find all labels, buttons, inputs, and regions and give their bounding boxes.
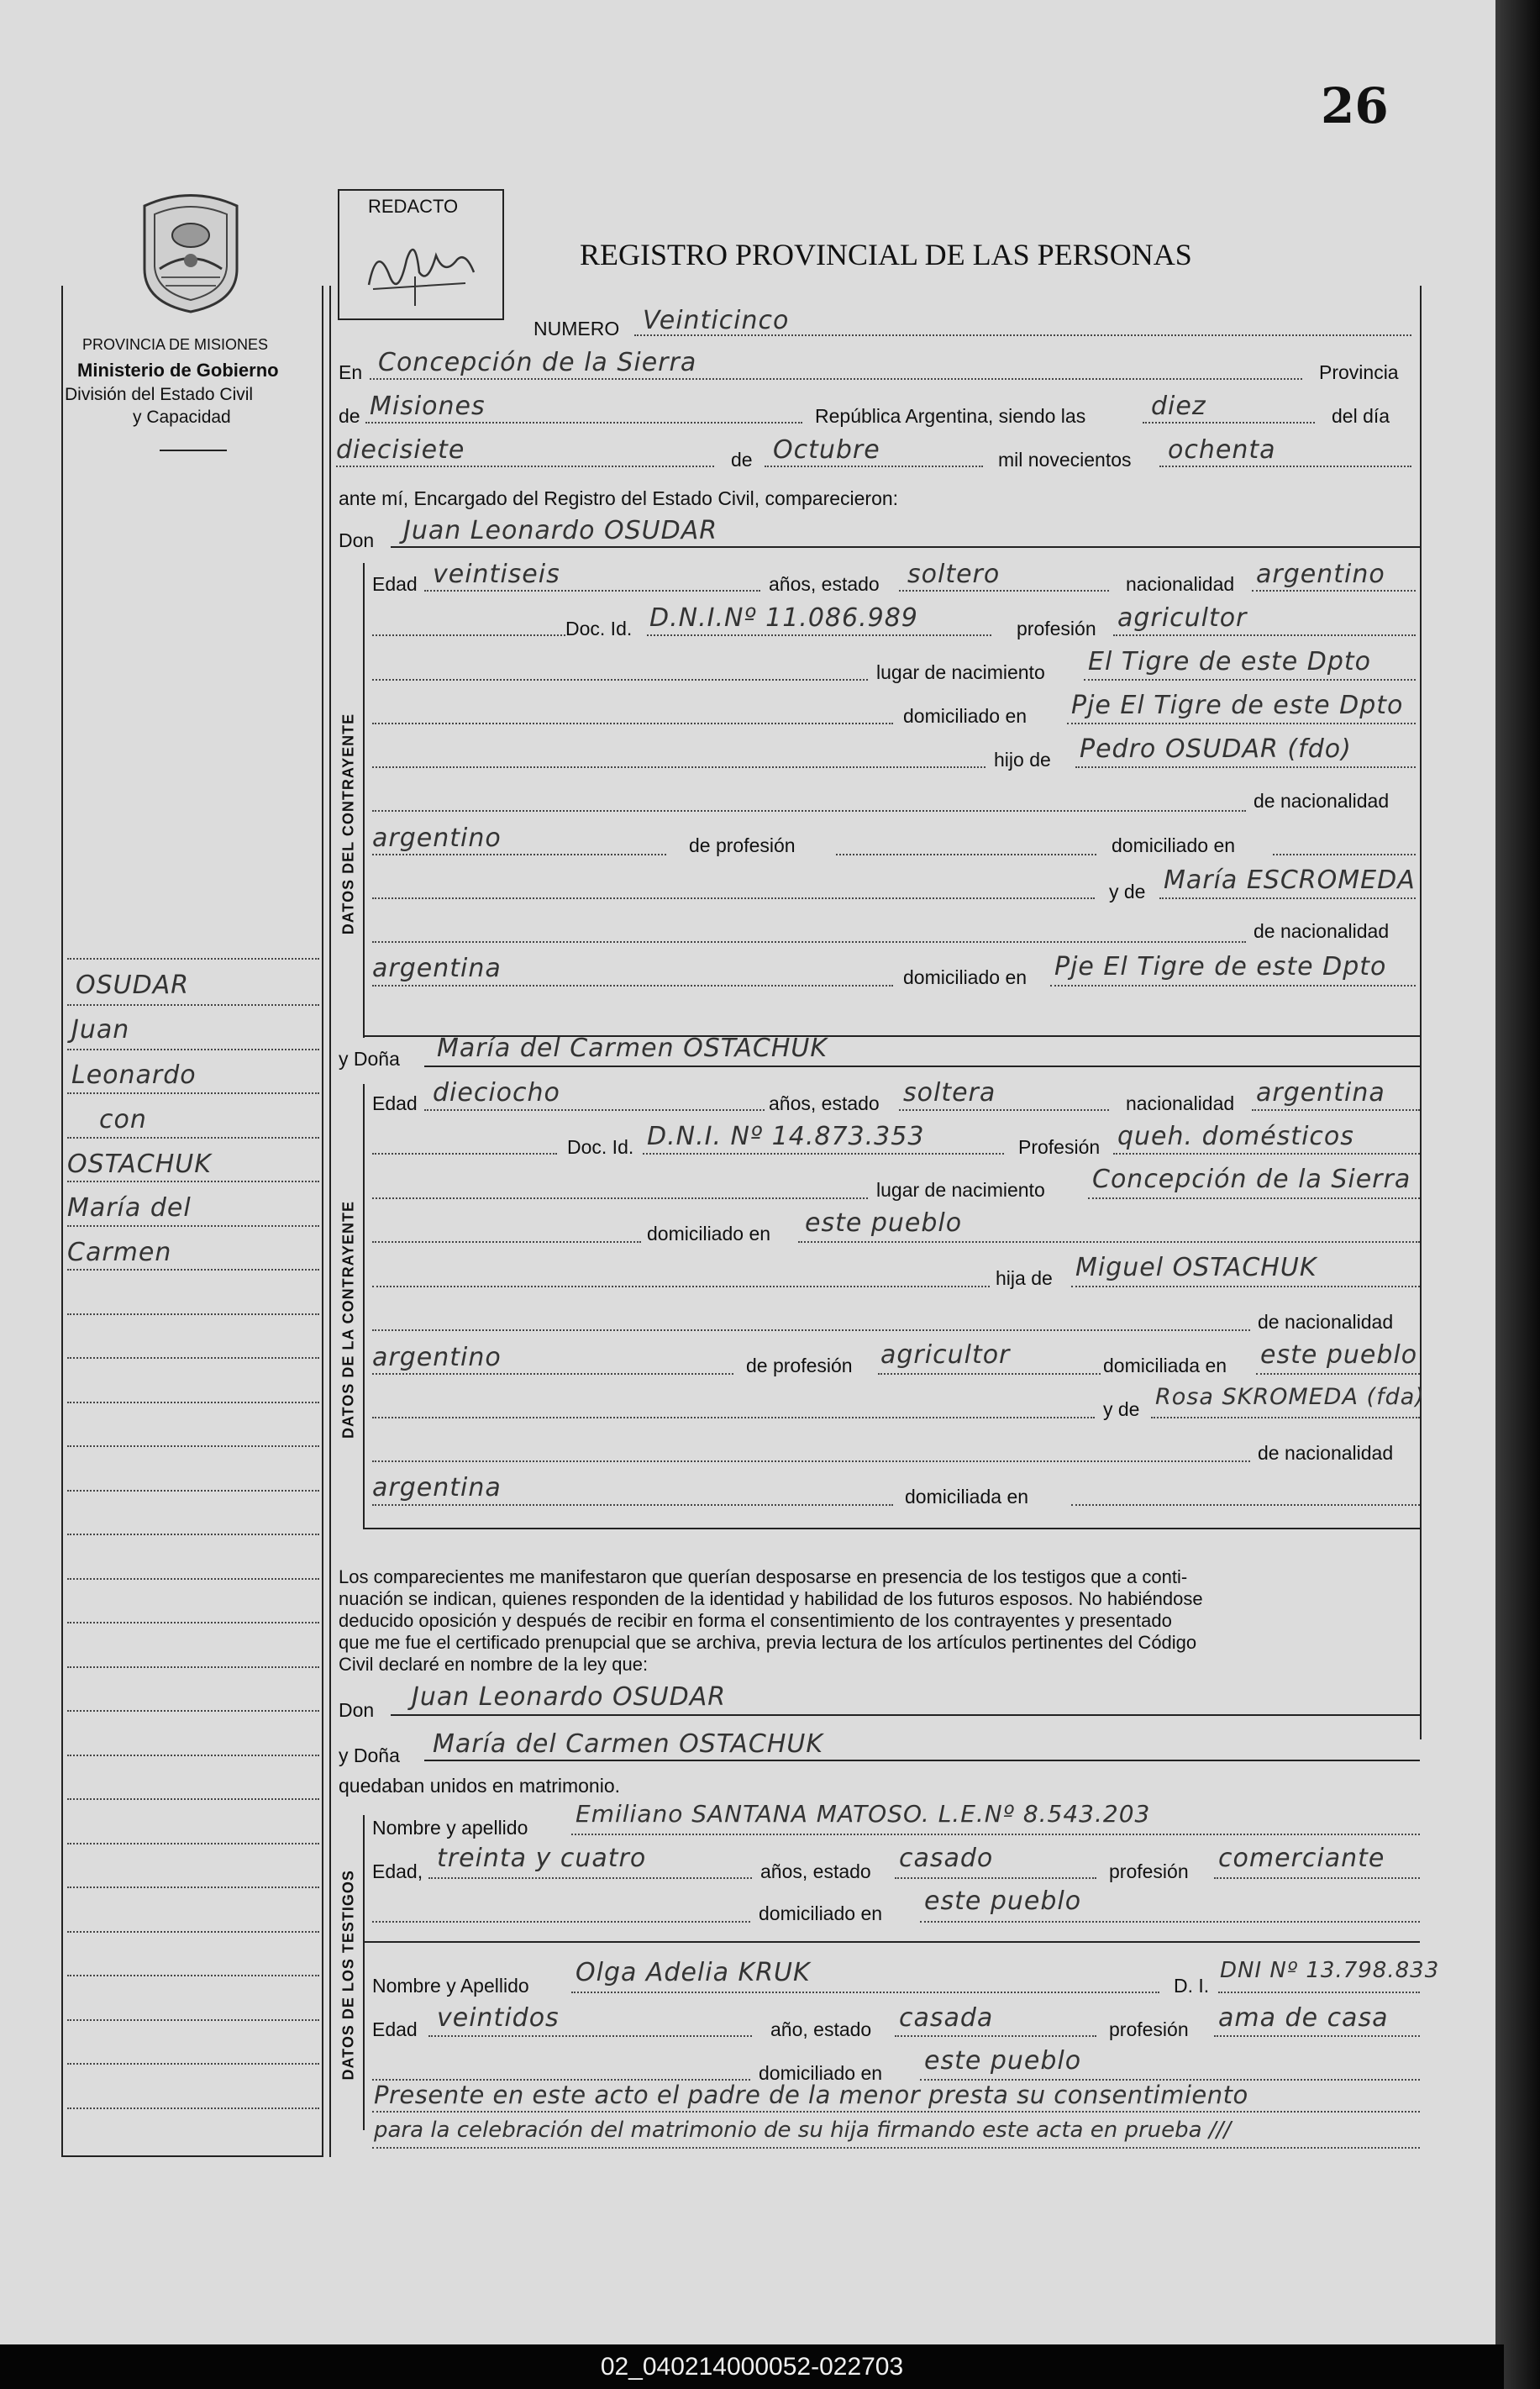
en-label: En xyxy=(339,361,363,383)
t1-dom-label: domiciliado en xyxy=(759,1902,883,1924)
numero-label: NUMERO xyxy=(533,318,620,339)
t1-prof-label: profesión xyxy=(1109,1860,1189,1882)
el-madre-dom: Pje El Tigre de este Dpto xyxy=(1054,952,1387,981)
el-anos-label: años, estado xyxy=(769,573,880,595)
de-mes-label: de xyxy=(731,449,753,471)
el-padre: Pedro OSUDAR (fdo) xyxy=(1080,734,1352,764)
don-value: Juan Leonardo OSUDAR xyxy=(403,516,718,545)
la-profesion: queh. domésticos xyxy=(1117,1122,1354,1151)
el-y-de-label: y de xyxy=(1109,881,1146,902)
el-de-nac-label: de nacionalidad xyxy=(1254,790,1390,812)
la-madre: Rosa SKROMEDA (fda) xyxy=(1155,1384,1425,1410)
section-label-testigos: DATOS DE LOS TESTIGOS xyxy=(339,1870,357,2081)
la-hija-label: hija de xyxy=(996,1267,1053,1289)
la-padre: Miguel OSTACHUK xyxy=(1075,1253,1317,1282)
decl-dona: María del Carmen OSTACHUK xyxy=(433,1729,824,1759)
margin-name-5: OSTACHUK xyxy=(67,1150,212,1179)
la-dom3-label: domiciliada en xyxy=(905,1486,1029,1508)
el-estado: soltero xyxy=(907,560,1001,589)
el-dom-label: domiciliado en xyxy=(903,705,1028,727)
t2-nombre-label: Nombre y Apellido xyxy=(372,1975,529,1997)
decl-dona-label: y Doña xyxy=(339,1744,400,1766)
el-padre-nac: argentino xyxy=(372,824,502,853)
la-padre-nac: argentino xyxy=(372,1343,502,1372)
t1-dom: este pueblo xyxy=(924,1886,1082,1916)
margin-name-4: con xyxy=(99,1105,147,1134)
mil-label: mil novecientos xyxy=(998,449,1132,471)
de-label: de xyxy=(339,405,360,427)
la-nacionalidad: argentina xyxy=(1256,1078,1385,1108)
la-nac-label: nacionalidad xyxy=(1126,1092,1235,1114)
el-domicilio: Pje El Tigre de este Dpto xyxy=(1071,691,1404,720)
image-id-footer: 02_040214000052-022703 xyxy=(0,2344,1504,2389)
la-lugar-label: lugar de nacimiento xyxy=(876,1179,1045,1201)
la-padre-dom: este pueblo xyxy=(1260,1340,1418,1370)
section-label-contrayente-la: DATOS DE LA CONTRAYENTE xyxy=(339,1200,357,1439)
t2-edad-label: Edad xyxy=(372,2018,418,2040)
provincia-label: Provincia xyxy=(1319,361,1399,383)
dona-label: y Doña xyxy=(339,1048,400,1070)
margin-name-2: Juan xyxy=(71,1015,130,1045)
declaration-line-4: que me fue el certificado prenupcial que se archiva, previa lectura de los artículos pertinentes del Código xyxy=(339,1632,1197,1653)
el-prof-label: profesión xyxy=(1017,618,1096,639)
la-madre-nac: argentina xyxy=(372,1473,502,1502)
dona-value: María del Carmen OSTACHUK xyxy=(437,1034,828,1063)
ante-mi-text: ante mí, Encargado del Registro del Estado Civil, comparecieron: xyxy=(339,487,899,509)
t1-prof: comerciante xyxy=(1218,1844,1385,1873)
el-edad-label: Edad xyxy=(372,573,418,595)
hora-value: diez xyxy=(1151,392,1206,421)
t2-dom: este pueblo xyxy=(924,2046,1082,2076)
t2-dom-label: domiciliado en xyxy=(759,2062,883,2084)
book-spine xyxy=(1495,0,1540,2389)
declaration-line-2: nuación se indican, quienes responden de la identidad y habilidad de los futuros esposos. No habiéndose xyxy=(339,1588,1203,1609)
redacto-box xyxy=(338,189,504,320)
la-doc-label: Doc. Id. xyxy=(567,1136,634,1158)
decl-don: Juan Leonardo OSUDAR xyxy=(412,1682,727,1712)
el-nacionalidad: argentino xyxy=(1256,560,1385,589)
t1-edad: treinta y cuatro xyxy=(437,1844,647,1873)
republica-label: República Argentina, siendo las xyxy=(815,405,1086,427)
declaration-line-1: Los comparecientes me manifestaron que querían desposarse en presencia de los testigos que a conti- xyxy=(339,1566,1188,1587)
t2-nombre: Olga Adelia KRUK xyxy=(576,1958,811,1987)
margin-name-7: Carmen xyxy=(67,1238,172,1267)
la-edad-label: Edad xyxy=(372,1092,418,1114)
la-dom2-label: domiciliada en xyxy=(1103,1355,1227,1376)
la-y-de-label: y de xyxy=(1103,1398,1140,1420)
nota-line-2: para la celebración del matrimonio de su hija firmando este acta en prueba /// xyxy=(374,2118,1232,2143)
t2-anos-label: año, estado xyxy=(770,2018,872,2040)
el-hijo-label: hijo de xyxy=(994,749,1051,771)
el-madre: María ESCROMEDA xyxy=(1164,866,1416,895)
el-doc: D.N.I.Nº 11.086.989 xyxy=(649,603,918,633)
page-number: 26 xyxy=(1321,77,1389,134)
el-madre-nac: argentina xyxy=(372,954,502,983)
el-profesion: agricultor xyxy=(1117,603,1248,633)
mes-value: Octubre xyxy=(773,435,880,465)
la-edad: dieciocho xyxy=(433,1078,560,1108)
t2-prof-label: profesión xyxy=(1109,2018,1189,2040)
la-de-prof-label: de profesión xyxy=(746,1355,853,1376)
nota-line-1: Presente en este acto el padre de la menor presta su consentimiento xyxy=(374,2081,1248,2109)
la-padre-prof: agricultor xyxy=(880,1340,1011,1370)
la-doc: D.N.I. Nº 14.873.353 xyxy=(647,1122,925,1151)
el-edad: veintiseis xyxy=(433,560,560,589)
anio-value: ochenta xyxy=(1168,435,1276,465)
declaration-line-3: deducido oposición y después de recibir en forma el consentimiento de los contrayentes y presentado xyxy=(339,1610,1172,1631)
declaration-line-5: Civil declaré en nombre de la ley que: xyxy=(339,1654,649,1675)
t2-prof: ama de casa xyxy=(1218,2003,1389,2033)
la-de-nac2-label: de nacionalidad xyxy=(1258,1442,1394,1464)
numero-value: Veinticinco xyxy=(643,306,790,335)
el-dom2-label: domiciliado en xyxy=(1112,834,1236,856)
redacto-signature xyxy=(356,226,482,310)
provincial-seal-icon xyxy=(136,189,245,313)
section-label-contrayente: DATOS DEL CONTRAYENTE xyxy=(339,713,357,935)
la-lugar: Concepción de la Sierra xyxy=(1092,1165,1411,1194)
decl-don-label: Don xyxy=(339,1699,375,1721)
el-nac-label: nacionalidad xyxy=(1126,573,1235,595)
el-de-prof-label: de profesión xyxy=(689,834,796,856)
decl-quedaban: quedaban unidos en matrimonio. xyxy=(339,1775,621,1797)
t1-nombre-label: Nombre y apellido xyxy=(372,1817,528,1839)
t1-nombre: Emiliano SANTANA MATOSO. L.E.Nº 8.543.203 xyxy=(576,1800,1151,1828)
document-title: REGISTRO PROVINCIAL DE LAS PERSONAS xyxy=(580,238,1192,271)
dia-value: diecisiete xyxy=(336,435,465,465)
t2-edad: veintidos xyxy=(437,2003,560,2033)
margin-name-6: María del xyxy=(67,1193,192,1223)
left-header-capacity: y Capacidad xyxy=(133,408,231,427)
t2-di: DNI Nº 13.798.833 xyxy=(1220,1958,1440,1983)
provincia-value: Misiones xyxy=(370,392,486,421)
el-de-nac2-label: de nacionalidad xyxy=(1254,920,1390,942)
el-lugar: El Tigre de este Dpto xyxy=(1088,647,1371,676)
la-prof-label: Profesión xyxy=(1018,1136,1101,1158)
la-de-nac-label: de nacionalidad xyxy=(1258,1311,1394,1333)
t2-di-label: D. I. xyxy=(1174,1975,1210,1997)
t1-edad-label: Edad, xyxy=(372,1860,423,1882)
la-estado: soltera xyxy=(903,1078,996,1108)
la-anos-label: años, estado xyxy=(769,1092,880,1114)
del-dia-label: del día xyxy=(1332,405,1390,427)
redacto-label: REDACTO xyxy=(368,196,459,217)
margin-name-1: OSUDAR xyxy=(76,971,190,1000)
margin-name-3: Leonardo xyxy=(71,1060,197,1090)
la-domicilio: este pueblo xyxy=(805,1208,963,1238)
left-header-division: División del Estado Civil xyxy=(65,385,254,404)
t2-estado: casada xyxy=(899,2003,994,2033)
don-label: Don xyxy=(339,529,375,551)
el-lugar-label: lugar de nacimiento xyxy=(876,661,1045,683)
t1-anos-label: años, estado xyxy=(760,1860,871,1882)
t1-estado: casado xyxy=(899,1844,994,1873)
lugar-value: Concepción de la Sierra xyxy=(378,348,697,377)
left-header-province: PROVINCIA DE MISIONES xyxy=(82,336,269,353)
la-dom-label: domiciliado en xyxy=(647,1223,771,1244)
el-doc-label: Doc. Id. xyxy=(565,618,633,639)
left-header-ministry: Ministerio de Gobierno xyxy=(77,360,279,381)
el-dom3-label: domiciliado en xyxy=(903,966,1028,988)
